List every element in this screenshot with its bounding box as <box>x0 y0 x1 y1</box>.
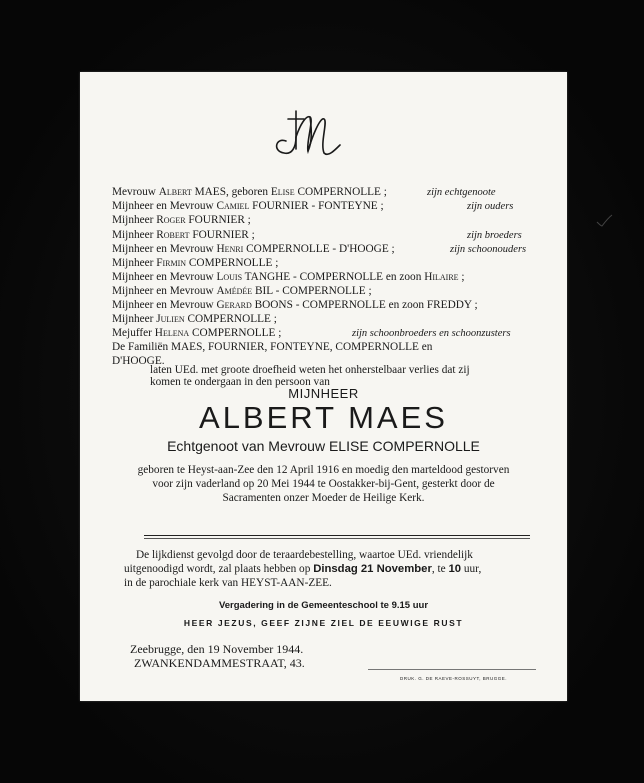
relation-note: zijn echtgenoote <box>427 187 496 198</box>
family-text: Mijnheer <box>112 313 157 325</box>
place-date: Zeebrugge, den 19 November 1944. <box>130 642 304 656</box>
printer-rule <box>368 669 536 670</box>
family-line <box>112 340 542 355</box>
family-line <box>112 284 542 299</box>
intro-line-2: komen te ondergaan in den persoon van <box>150 376 330 388</box>
relation-note: zijn broeders <box>467 230 522 241</box>
given-name: Camiel <box>216 200 250 212</box>
family-text: COMPERNOLLE ; <box>294 186 387 198</box>
place-date-block <box>130 642 305 670</box>
given-name: Roger <box>156 214 186 226</box>
given-name: Hilaire <box>424 271 459 283</box>
family-text: BIL - COMPERNOLLE ; <box>252 285 372 297</box>
given-name: Henri <box>216 243 244 255</box>
given-name: Robert <box>156 229 190 241</box>
family-text: COMPERNOLLE ; <box>184 313 277 325</box>
family-text: Mijnheer en Mevrouw <box>112 271 217 283</box>
family-text: BOONS - COMPERNOLLE en zoon FREDDY ; <box>251 299 478 311</box>
family-text: D'HOOGE. <box>112 355 165 367</box>
divider-rule-1 <box>144 535 530 536</box>
intro-line-1: laten UEd. met groote droefheid weten het onherstelbaar verlies dat zij <box>150 364 470 376</box>
family-line <box>112 312 542 327</box>
family-text: FOURNIER ; <box>189 229 255 241</box>
family-text: Mijnheer <box>112 257 157 269</box>
family-text: Mijnheer en Mevrouw <box>112 299 217 311</box>
family-line <box>112 228 542 243</box>
deceased-name: ALBERT MAES <box>199 400 448 435</box>
given-name: Firmin <box>156 257 187 269</box>
family-text: Mijnheer en Mevrouw <box>112 285 217 297</box>
funeral-hour: 10 <box>448 563 462 575</box>
family-text: De Familiën MAES, FOURNIER, FONTEYNE, COMPERNOLLE en <box>112 341 433 353</box>
family-line <box>112 242 542 257</box>
family-line <box>112 270 542 285</box>
given-name: Albert <box>158 186 192 198</box>
family-line <box>112 213 542 228</box>
funeral-date: Dinsdag 21 November <box>313 563 432 575</box>
family-line <box>112 256 542 271</box>
prayer-line: HEER JEZUS, GEEF ZIJNE ZIEL DE EEUWIGE RUST <box>183 618 464 628</box>
family-text: Mijnheer en Mevrouw <box>112 243 217 255</box>
family-text: COMPERNOLLE ; <box>189 327 282 339</box>
family-text: Mevrouw <box>112 186 159 198</box>
memorial-card <box>80 72 567 701</box>
given-name: Julien <box>156 313 185 325</box>
family-text: Mijnheer <box>112 214 157 226</box>
family-text: Mijnheer en Mevrouw <box>112 200 217 212</box>
given-name: Louis <box>216 271 243 283</box>
funeral-line-3: in de parochiale kerk van HEYST-AAN-ZEE. <box>124 577 332 589</box>
given-name: Helena <box>154 327 190 339</box>
family-text: MAES, geboren <box>191 186 271 198</box>
family-text: FOURNIER - FONTEYNE ; <box>249 200 384 212</box>
address: ZWANKENDAMMESTRAAT, 43. <box>134 656 305 670</box>
family-line <box>112 298 542 313</box>
family-text: FOURNIER ; <box>185 214 251 226</box>
family-text: Mejuffer <box>112 327 155 339</box>
check-mark-icon <box>595 214 613 228</box>
family-line <box>112 199 542 214</box>
relation-note: zijn schoonouders <box>450 244 527 255</box>
family-text: TANGHE - COMPERNOLLE en zoon <box>242 271 425 283</box>
family-line <box>112 326 542 341</box>
birth-line-1: geboren te Heyst-aan-Zee den 12 April 1916 en moedig den marteldood gestorven <box>137 464 510 476</box>
title-mijnheer: MIJNHEER <box>288 386 359 401</box>
relation-note: zijn ouders <box>467 201 514 212</box>
family-text: COMPERNOLLE ; <box>186 257 279 269</box>
family-text: COMPERNOLLE - D'HOOGE ; <box>243 243 395 255</box>
given-name: Gerard <box>216 299 252 311</box>
family-text: Mijnheer <box>112 229 157 241</box>
funeral-line-2: uitgenoodigd wordt, zal plaats hebben op Dinsdag 21 November, te 10 uur, <box>124 563 482 575</box>
given-name: Amédée <box>216 285 253 297</box>
funeral-line-1: De lijkdienst gevolgd door de teraardebestelling, waartoe UEd. vriendelijk <box>136 549 473 561</box>
family-text: ; <box>458 271 465 283</box>
spouse-line: Echtgenoot van Mevrouw ELISE COMPERNOLLE <box>167 438 480 454</box>
family-line <box>112 185 542 200</box>
divider-rule-2 <box>144 538 530 539</box>
printer-credit: DRUK. G. DE RAEVE-ROSSUYT, BRUGGE. <box>400 676 508 681</box>
birth-line-3: Sacramenten onzer Moeder de Heilige Kerk. <box>222 492 425 504</box>
given-name: Elise <box>270 186 295 198</box>
relation-note: zijn schoonbroeders en schoonzusters <box>352 328 511 339</box>
meeting-line: Vergadering in de Gemeenteschool te 9.15 uur <box>218 600 429 611</box>
birth-line-2: voor zijn vaderland op 20 Mei 1944 te Oostakker-bij-Gent, gesterkt door de <box>152 478 495 490</box>
cross-monogram-icon <box>262 107 352 162</box>
